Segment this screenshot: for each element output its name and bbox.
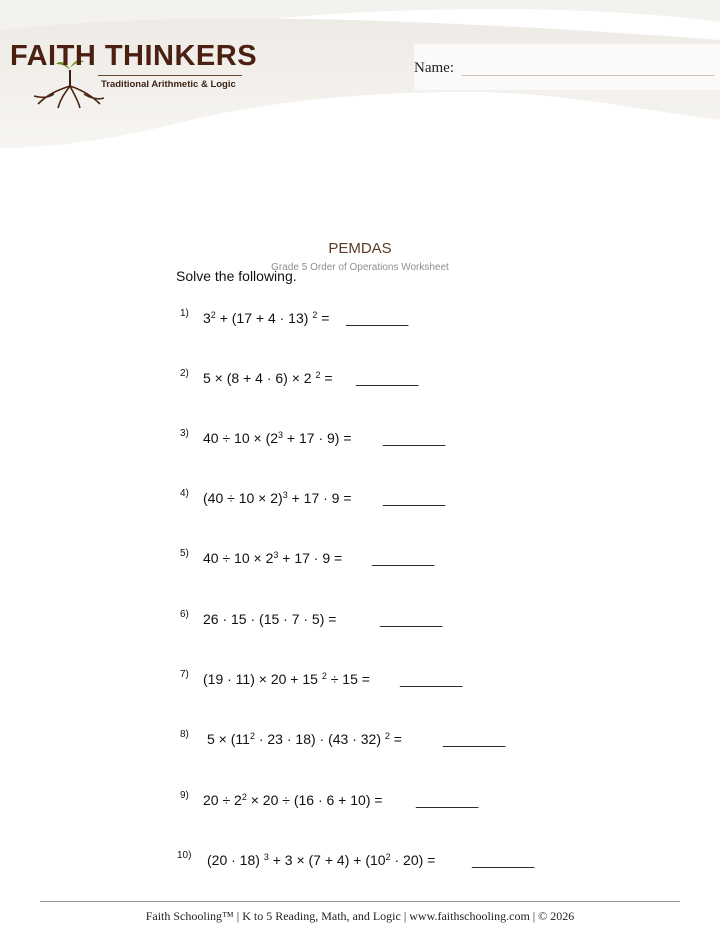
name-label: Name:: [414, 60, 454, 76]
problem-expression: $20 \div 2^2 \times 20 \div (16 \cdot 6 + 10)$ =: [203, 792, 383, 808]
brand-subtitle: Traditional Arithmetic & Logic: [101, 79, 236, 90]
worksheet-title: PEMDAS: [328, 240, 392, 257]
problem-expression: 26 · 15 · (15 · 7 · 5) =: [203, 611, 337, 627]
instructions: Solve the following.: [176, 268, 297, 284]
problem-number: 2): [180, 368, 189, 379]
problem-expression: $40 \div 10 \times (2^3 + 17 \cdot 9)$ =: [203, 430, 352, 446]
problem-number: 9): [180, 790, 189, 801]
problem-expression: 5 × (8 + 4 · 6) × 2 $^2$ =: [203, 370, 333, 386]
answer-blank[interactable]: ________: [416, 792, 479, 808]
name-field[interactable]: [462, 75, 714, 76]
problem-number: 10): [177, 850, 192, 861]
problem-number: 5): [180, 548, 189, 559]
problem-expression: $40 \div 10 \times 2^3 + 17 \cdot 9$ =: [203, 550, 343, 566]
answer-blank[interactable]: ________: [472, 852, 535, 868]
problem-number: 8): [180, 729, 189, 740]
problem-number: 1): [180, 308, 189, 319]
answer-blank[interactable]: ________: [346, 310, 409, 326]
answer-blank[interactable]: ________: [443, 731, 506, 747]
answer-blank[interactable]: ________: [383, 430, 446, 446]
problem-number: 4): [180, 488, 189, 499]
problem-number: 7): [180, 669, 189, 680]
brand-title: FAITH THINKERS: [10, 40, 258, 72]
problem-expression: $5 \times (11^2 \cdot 23 \cdot 18) \cdot (43 \cdot 32) ^2$ =: [207, 731, 402, 747]
footer-divider: [40, 901, 680, 902]
problem-expression: $3^2 + (17 + 4 \cdot 13) ^2$ =: [203, 310, 330, 326]
answer-blank[interactable]: ________: [372, 550, 435, 566]
problem-expression: $(40 \div 10 \times 2)^3 + 17 \cdot 9$ =: [203, 490, 352, 506]
footer-text: Faith Schooling™ | K to 5 Reading, Math, and Logic | www.faithschooling.com | © 2026: [145, 909, 575, 923]
answer-blank[interactable]: ________: [356, 370, 419, 386]
brand-divider: [98, 75, 242, 76]
problem-number: 3): [180, 428, 189, 439]
problem-expression: (19 · 11) × 20 + 15 $^2$ ÷ 15 =: [203, 671, 370, 687]
problem-number: 6): [180, 609, 189, 620]
answer-blank[interactable]: ________: [383, 490, 446, 506]
problem-expression: (20 · 18) $^3 + 3 \times (7 + 4) + (10^2 \cdot 20)$ =: [207, 852, 436, 868]
answer-blank[interactable]: ________: [400, 671, 463, 687]
answer-blank[interactable]: ________: [380, 611, 443, 627]
worksheet-subtitle: Grade 5 Order of Operations Worksheet: [271, 262, 449, 273]
